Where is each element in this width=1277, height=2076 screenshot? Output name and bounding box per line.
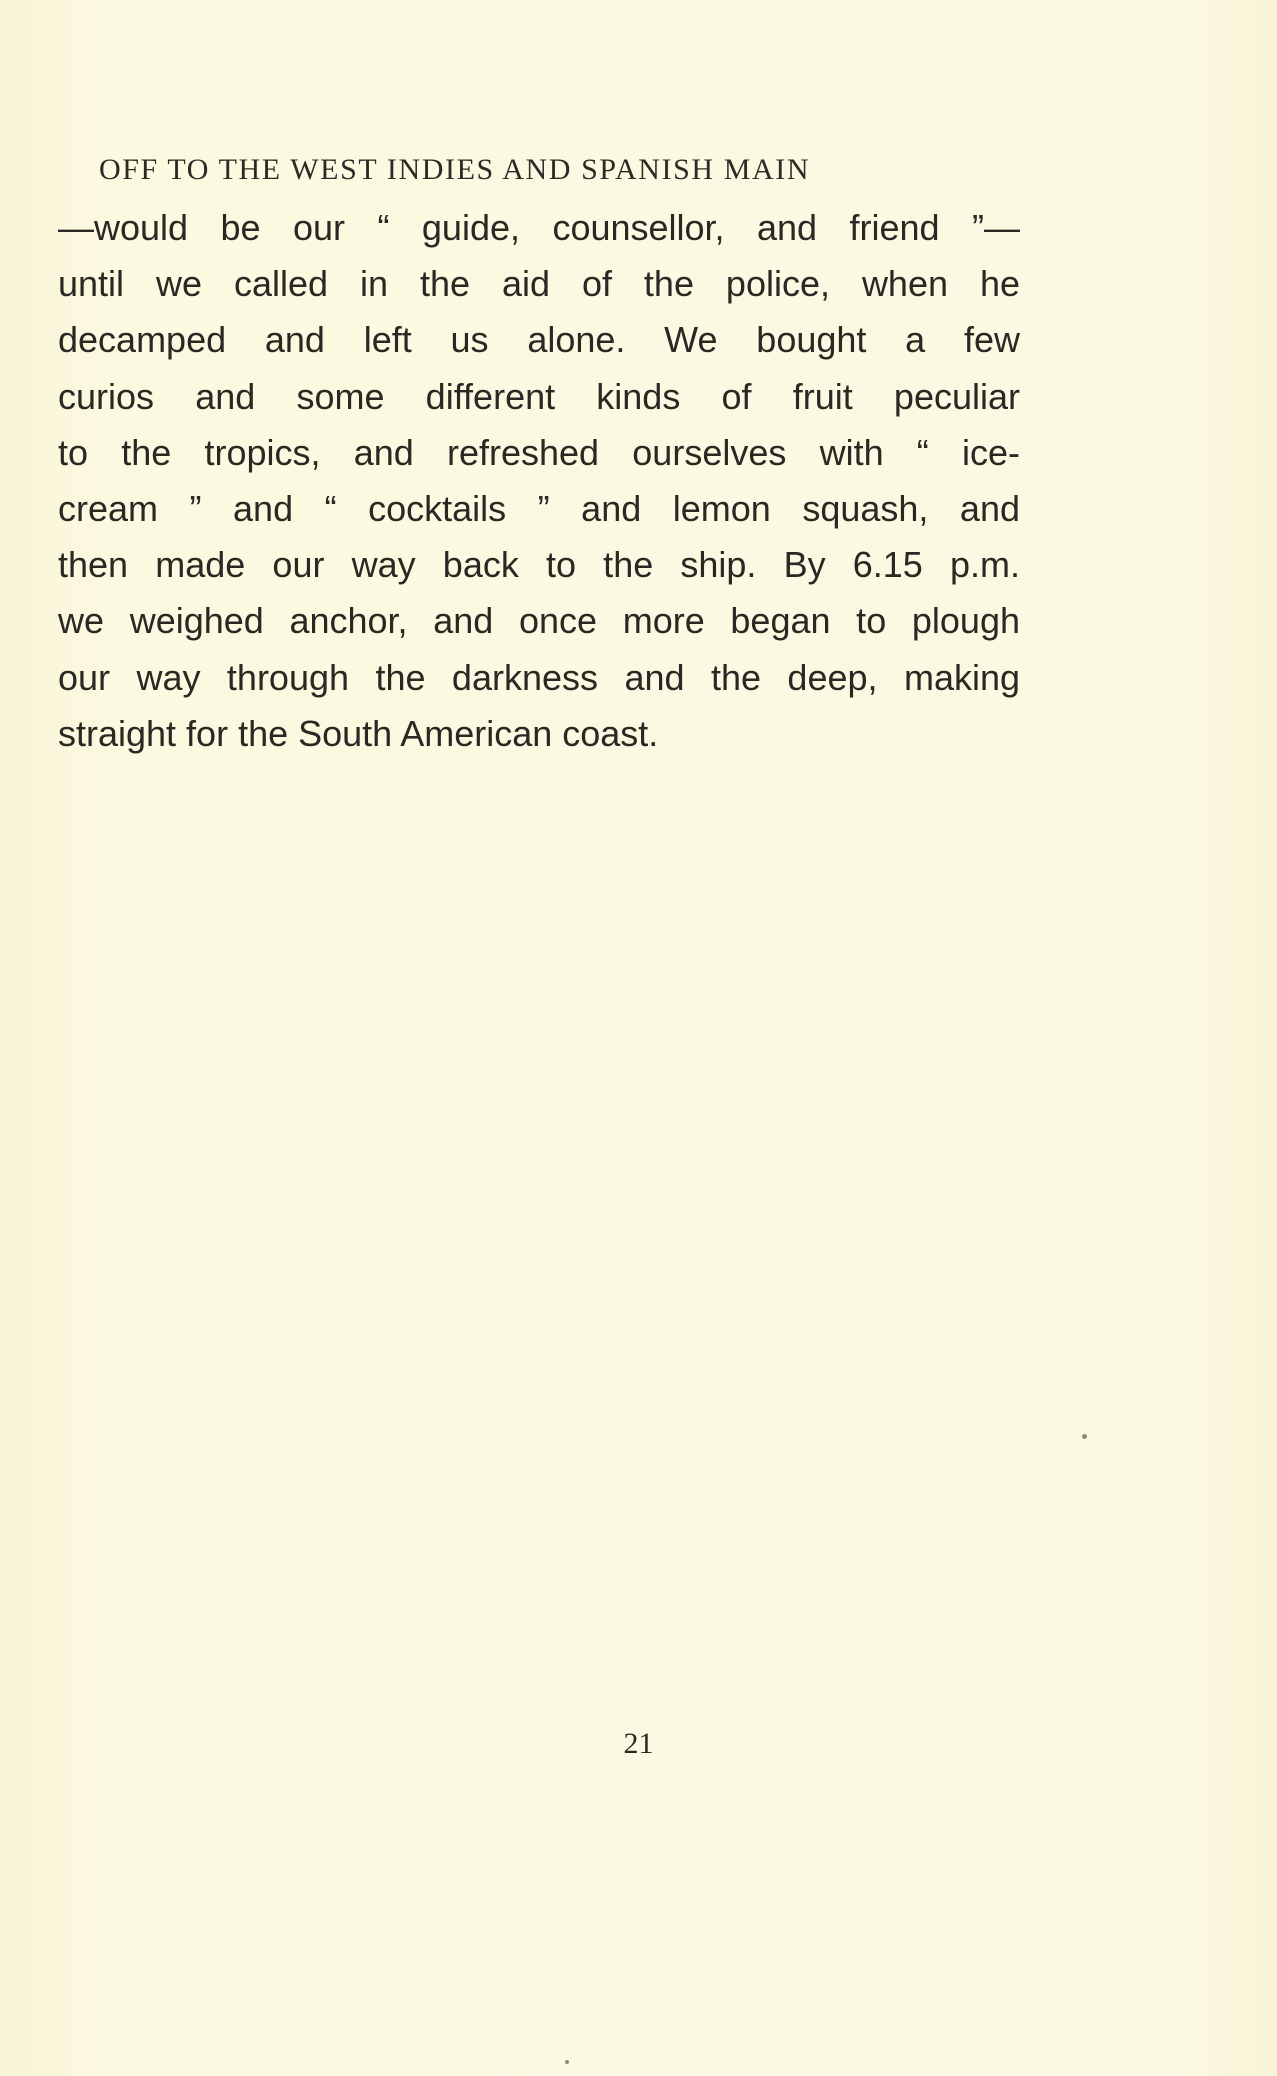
text-line: curios and some different kinds of fruit peculiar xyxy=(58,375,1020,417)
text-line: cream ” and “ cocktails ” and lemon squash, and xyxy=(58,488,1020,530)
text-line: we weighed anchor, and once more began to plough xyxy=(58,600,1020,642)
text-line: until we called in the aid of the police, when he xyxy=(58,263,1020,305)
paper-speck xyxy=(565,2060,569,2064)
body-paragraph xyxy=(58,200,1020,762)
text-line: then made our way back to the ship. By 6.15 p.m. xyxy=(58,544,1020,586)
text-line: —would be our “ guide, counsellor, and friend ”— xyxy=(58,207,1020,248)
text-line: our way through the darkness and the deep, making xyxy=(58,656,1020,698)
text-line: straight for the South American coast. xyxy=(58,712,659,754)
paper-speck xyxy=(1082,1434,1087,1439)
text-line: to the tropics, and refreshed ourselves with “ ice- xyxy=(58,431,1020,473)
running-head: OFF TO THE WEST INDIES AND SPANISH MAIN xyxy=(99,153,811,186)
text-line: decamped and left us alone. We bought a few xyxy=(58,319,1020,361)
page-number: 21 xyxy=(623,1727,654,1760)
